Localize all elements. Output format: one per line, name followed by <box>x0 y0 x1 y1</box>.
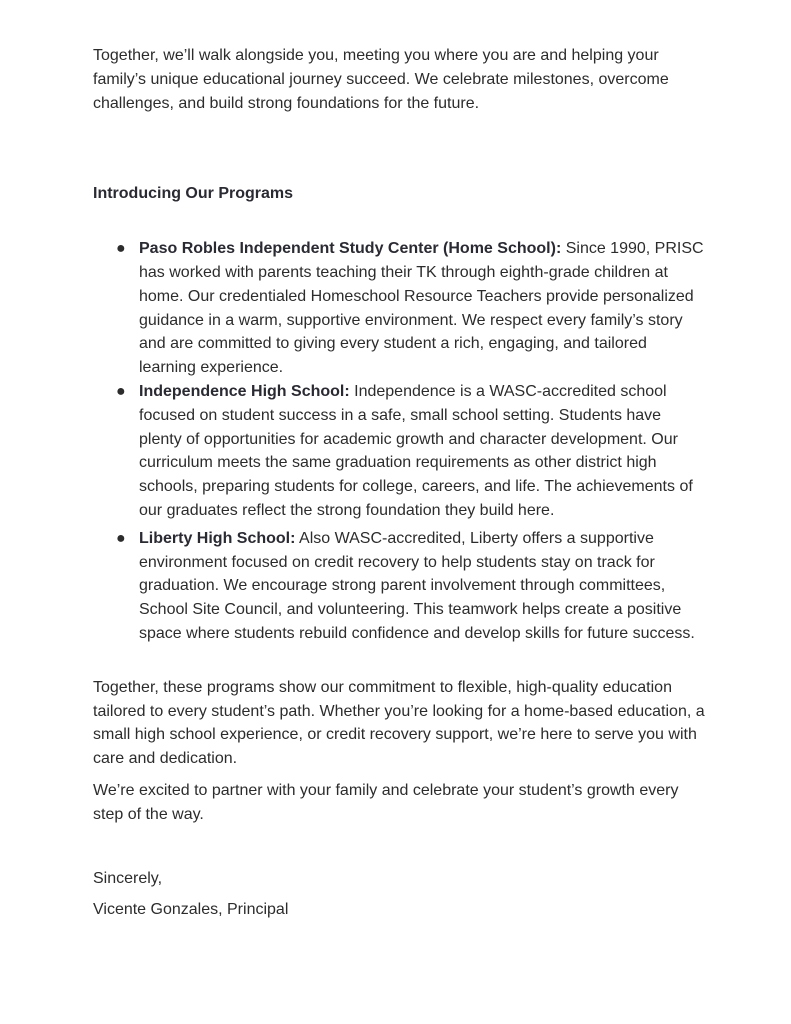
letter-body <box>93 44 705 922</box>
program-description: Since 1990, PRISC has worked with parents teaching their TK through eighth-grade children at home. Our credentialed Homeschool Resource Teachers provide personalized guidance in a warm, supportive environment. We respect every family’s story and are committed to giving every student a rich, engaging, and tailored learning experience. <box>139 240 704 377</box>
program-description: Also WASC-accredited, Liberty offers a supportive environment focused on credit recovery to help students stay on track for graduation. We encourage strong parent involvement through committees, School Site Council, and volunteering. This teamwork helps create a positive space where students rebuild confidence and develop skills for future success. <box>139 529 695 642</box>
list-item <box>93 380 705 523</box>
list-item <box>93 237 705 380</box>
signoff: Sincerely, <box>93 869 163 887</box>
closing-paragraph: Together, these programs show our commitment to flexible, high-quality education tailored to every student’s path. Whether you’re looking for a home-based education, a small high school experience, or credit recovery support, we’re here to serve you with care and dedication. <box>93 678 705 768</box>
program-name: Paso Robles Independent Study Center (Home School): <box>139 240 562 258</box>
closing-paragraph: We’re excited to partner with your family and celebrate your student’s growth every step of the way. <box>93 781 679 823</box>
signature: Vicente Gonzales, Principal <box>93 901 289 919</box>
bullet-icon: ● <box>116 529 126 547</box>
program-description: Independence is a WASC-accredited school focused on student success in a safe, small school setting. Students have plenty of opportunities for academic growth and character development. Our curriculum meets the same graduation requirements as other district high schools, preparing students for college, careers, and life. The achievements of our graduates reflect the strong foundation they build here. <box>139 382 693 519</box>
programs-list <box>93 237 705 646</box>
list-item <box>93 527 705 646</box>
bullet-icon: ● <box>116 240 126 258</box>
program-name: Independence High School: <box>139 382 350 400</box>
program-name: Liberty High School: <box>139 529 296 547</box>
programs-heading: Introducing Our Programs <box>93 185 294 203</box>
bullet-icon: ● <box>116 382 126 400</box>
intro-paragraph: Together, we’ll walk alongside you, meeting you where you are and helping your family’s unique educational journey succeed. We celebrate milestones, overcome challenges, and build strong foundations for the future. <box>93 47 669 112</box>
